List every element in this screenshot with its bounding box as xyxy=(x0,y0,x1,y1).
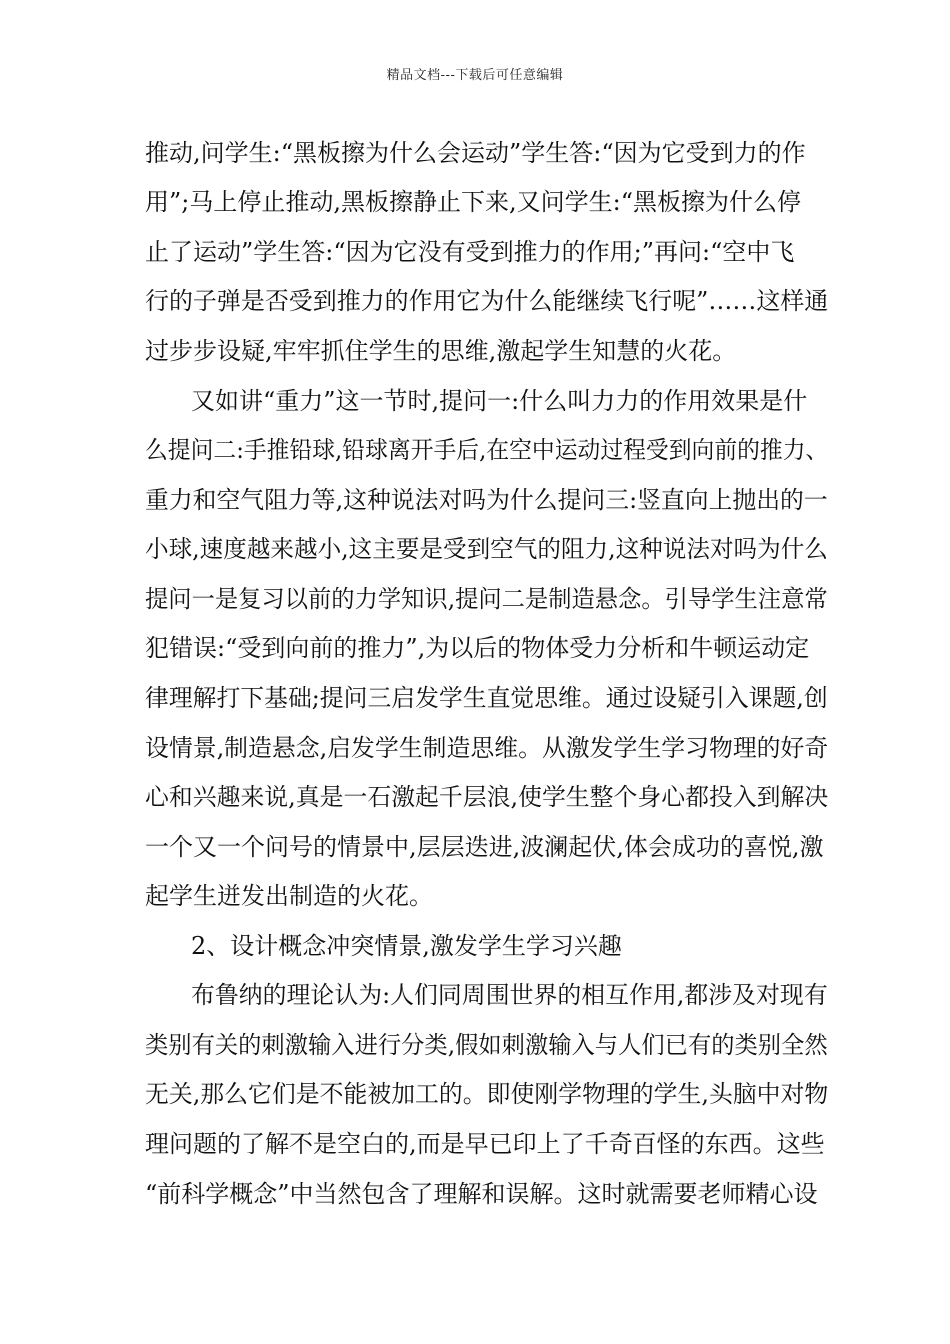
text-line: 理问题的了解不是空白的,而是早已印上了千奇百怪的东西。这些 xyxy=(145,1130,825,1158)
text-line: 布鲁纳的理论认为:人们同周围世界的相互作用,都涉及对现有 xyxy=(191,981,828,1009)
page-header: 精品文档---下载后可任意编辑 xyxy=(386,68,564,83)
text-line: 起学生迸发出制造的火花。 xyxy=(145,882,433,910)
text-line: 心和兴趣来说,真是一石激起千层浪,使学生整个身心都投入到解决 xyxy=(145,783,829,811)
text-line: 类别有关的刺激输入进行分类,假如刺激输入与人们已有的类别全然 xyxy=(145,1031,828,1059)
text-line: 一个又一个问号的情景中,层层迭进,波澜起伏,体会成功的喜悦,激 xyxy=(145,833,824,861)
text-line: 律理解打下基础;提问三启发学生直觉思维。通过设疑引入课题,创 xyxy=(145,684,828,712)
section-heading: 2、设计概念冲突情景,激发学生学习兴趣 xyxy=(191,932,622,960)
text-line: 过步步设疑,牢牢抓住学生的思维,激起学生知慧的火花。 xyxy=(145,337,737,365)
text-line: 提问一是复习以前的力学知识,提问二是制造悬念。引导学生注意常 xyxy=(145,585,828,613)
text-line: 无关,那么它们是不能被加工的。即使刚学物理的学生,头脑中对物 xyxy=(145,1080,829,1108)
text-line: 么提问二:手推铅球,铅球离开手后,在空中运动过程受到向前的推力、 xyxy=(145,436,829,464)
text-line: 行的子弹是否受到推力的作用它为什么能继续飞行呢”……这样通 xyxy=(145,287,829,315)
text-line: 设情景,制造悬念,启发学生制造思维。从激发学生学习物理的好奇 xyxy=(145,734,829,762)
text-line: 又如讲“重力”这一节时,提问一:什么叫力力的作用效果是什 xyxy=(191,387,808,415)
text-line: “前科学概念”中当然包含了理解和误解。这时就需要老师精心设 xyxy=(145,1180,818,1208)
text-line: 小球,速度越来越小,这主要是受到空气的阻力,这种说法对吗为什么 xyxy=(145,535,828,563)
text-line: 犯错误:“受到向前的推力”,为以后的物体受力分析和牛顿运动定 xyxy=(145,634,810,662)
text-line: 止了运动”学生答:“因为它没有受到推力的作用;”再问:“空中飞 xyxy=(145,238,795,266)
text-line: 推动,问学生:“黑板擦为什么会运动”学生答:“因为它受到力的作 xyxy=(145,139,806,167)
text-line: 重力和空气阻力等,这种说法对吗为什么提问三:竖直向上抛出的一 xyxy=(145,486,828,514)
text-line: 用”;马上停止推动,黑板擦静止下来,又问学生:“黑板擦为什么停 xyxy=(145,188,801,216)
